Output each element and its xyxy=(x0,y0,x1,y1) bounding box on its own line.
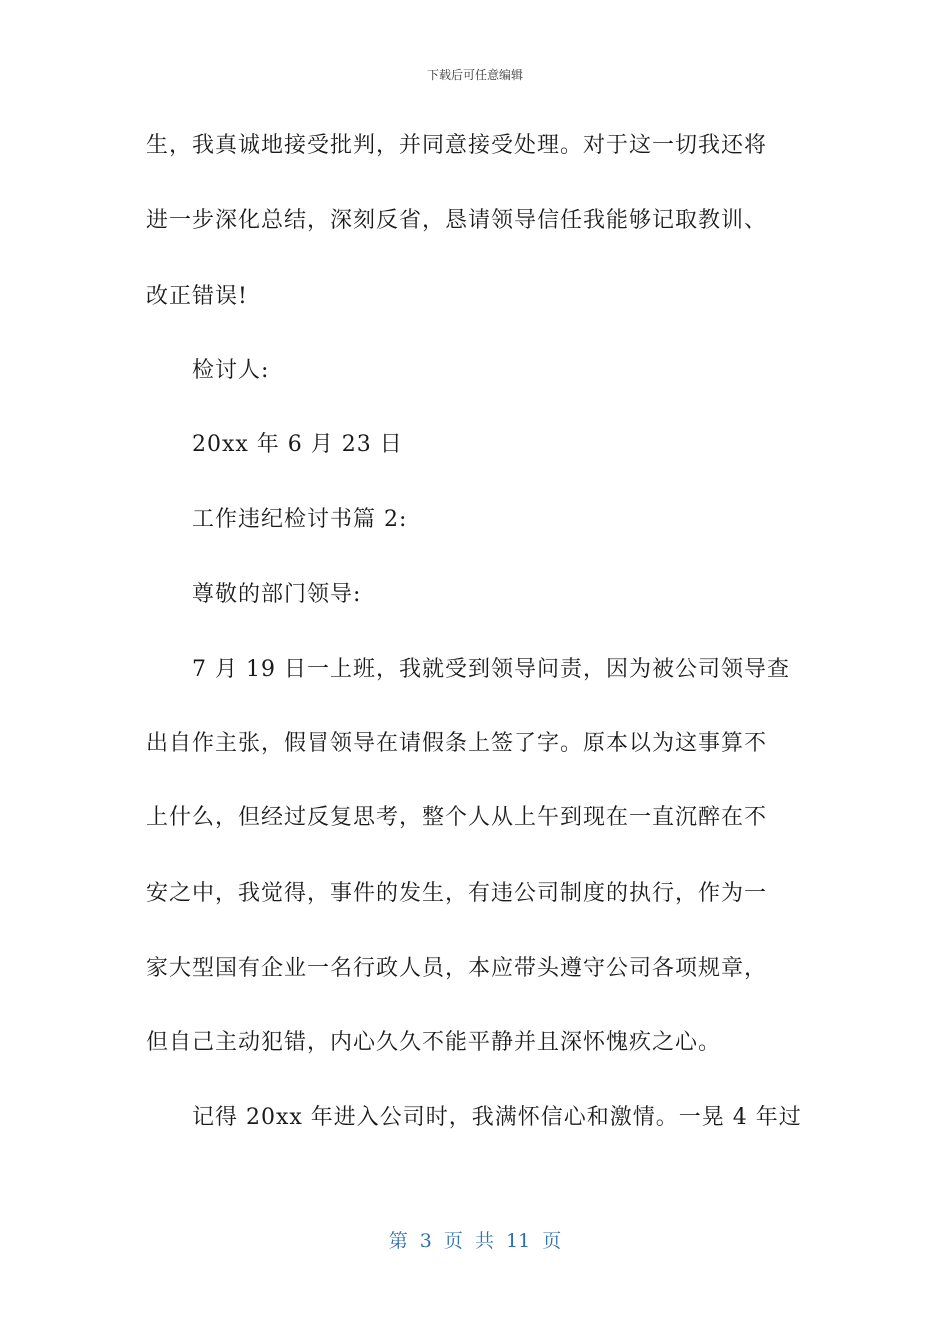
body-line: 但自己主动犯错，内心久久不能平静并且深怀愧疚之心。 xyxy=(146,1030,722,1055)
body-line: 记得 20xx 年进入公司时，我满怀信心和激情。一晃 4 年过 xyxy=(192,1105,802,1130)
body-line: 安之中，我觉得，事件的发生，有违公司制度的执行，作为一 xyxy=(146,881,768,906)
signature-date: 20xx 年 6 月 23 日 xyxy=(192,432,403,457)
body-line: 进一步深化总结，深刻反省，恳请领导信任我能够记取教训、 xyxy=(146,208,768,233)
body-line: 上什么，但经过反复思考，整个人从上午到现在一直沉醉在不 xyxy=(146,805,768,830)
body-line: 生，我真诚地接受批判，并同意接受处理。对于这一切我还将 xyxy=(146,133,768,158)
body-line: 改正错误! xyxy=(146,284,248,309)
page-number: 第 3 页 共 11 页 xyxy=(388,1230,562,1252)
header-note: 下载后可任意编辑 xyxy=(426,68,523,82)
body-line: 家大型国有企业一名行政人员，本应带头遵守公司各项规章， xyxy=(146,956,768,981)
signer-label: 检讨人: xyxy=(192,358,270,383)
body-line: 7 月 19 日一上班，我就受到领导问责，因为被公司领导查 xyxy=(192,657,790,682)
body-line: 出自作主张，假冒领导在请假条上签了字。原本以为这事算不 xyxy=(146,731,768,756)
section-title: 工作违纪检讨书篇 2: xyxy=(192,507,408,532)
salutation: 尊敬的部门领导: xyxy=(192,582,362,607)
